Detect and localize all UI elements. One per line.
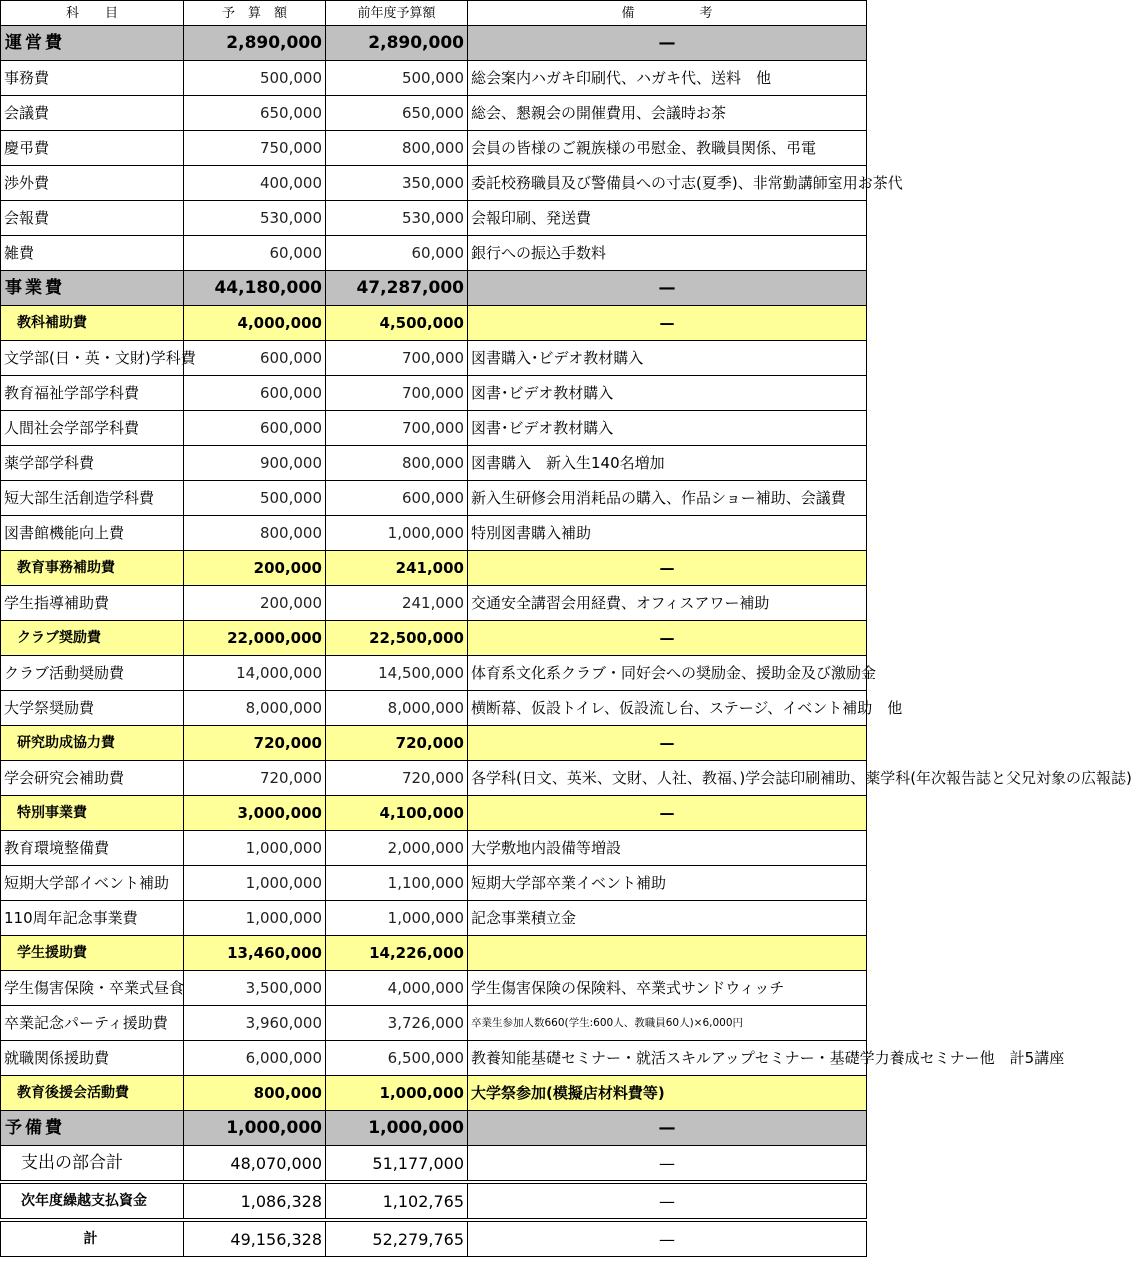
budget-cell: 200,000 [184, 551, 326, 586]
total-row [1, 1222, 867, 1257]
remarks-cell: 教養知能基礎セミナー・就活スキルアップセミナー・基礎学力養成セミナー他 計5講座 [468, 1041, 867, 1076]
budget-cell: 6,000,000 [184, 1041, 326, 1076]
remarks-cell: 委託校務職員及び警備員への寸志(夏季)、非常勤講師室用お茶代 [468, 166, 867, 201]
total-budget-cell: 1,086,328 [184, 1184, 326, 1219]
subcategory-row [1, 796, 867, 831]
budget-cell: 800,000 [184, 516, 326, 551]
remarks-cell [468, 936, 867, 971]
subject-cell: 110周年記念事業費 [1, 901, 184, 936]
remarks-cell: 学生傷害保険の保険料、卒業式サンドウィッチ [468, 971, 867, 1006]
remarks-cell: 総会案内ハガキ印刷代、ハガキ代、送料 他 [468, 61, 867, 96]
item-row [1, 971, 867, 1006]
subcategory-row [1, 1076, 867, 1111]
item-row [1, 1041, 867, 1076]
subject-cell: 事務費 [1, 61, 184, 96]
budget-cell: 600,000 [184, 411, 326, 446]
remarks-cell: 会員の皆様のご親族様の弔慰金、教職員関係、弔電 [468, 131, 867, 166]
item-row [1, 61, 867, 96]
subcategory-row [1, 621, 867, 656]
item-row [1, 516, 867, 551]
subject-cell: 短期大学部イベント補助 [1, 866, 184, 901]
budget-cell: 1,000,000 [184, 901, 326, 936]
prev-budget-cell: 22,500,000 [326, 621, 468, 656]
item-row [1, 201, 867, 236]
subject-cell: 学会研究会補助費 [1, 761, 184, 796]
total-prev-budget-cell: 51,177,000 [326, 1146, 468, 1181]
subject-cell: 予備費 [1, 1111, 184, 1146]
prev-budget-cell: 14,500,000 [326, 656, 468, 691]
remarks-cell: 短期大学部卒業イベント補助 [468, 866, 867, 901]
budget-cell: 720,000 [184, 761, 326, 796]
total-budget-cell: 49,156,328 [184, 1222, 326, 1257]
remarks-cell: — [468, 26, 867, 61]
remarks-cell: — [468, 621, 867, 656]
subject-cell: 文学部(日・英・文財)学科費 [1, 341, 184, 376]
prev-budget-cell: 500,000 [326, 61, 468, 96]
prev-budget-cell: 1,000,000 [326, 1076, 468, 1111]
subject-cell: 学生傷害保険・卒業式昼食 [1, 971, 184, 1006]
total-budget-cell: 48,070,000 [184, 1146, 326, 1181]
remarks-cell: 図書･ビデオ教材購入 [468, 411, 867, 446]
subcategory-row [1, 936, 867, 971]
header-remarks: 備 考 [468, 1, 867, 26]
total-prev-budget-cell: 52,279,765 [326, 1222, 468, 1257]
budget-cell: 2,890,000 [184, 26, 326, 61]
remarks-cell: 新入生研修会用消耗品の購入、作品ショー補助、会議費 [468, 481, 867, 516]
subject-cell: 短大部生活創造学科費 [1, 481, 184, 516]
item-row [1, 831, 867, 866]
budget-cell: 3,960,000 [184, 1006, 326, 1041]
item-row [1, 411, 867, 446]
subject-cell: 薬学部学科費 [1, 446, 184, 481]
subject-cell: 渉外費 [1, 166, 184, 201]
prev-budget-cell: 8,000,000 [326, 691, 468, 726]
remarks-cell: 図書購入･ビデオ教材購入 [468, 341, 867, 376]
remarks-cell: — [468, 306, 867, 341]
remarks-cell: 卒業生参加人数660(学生:600人、教職員60人)×6,000円 [468, 1006, 867, 1041]
budget-cell: 500,000 [184, 61, 326, 96]
item-row [1, 446, 867, 481]
subject-cell: 教科補助費 [1, 306, 184, 341]
subject-cell: 会報費 [1, 201, 184, 236]
prev-budget-cell: 1,000,000 [326, 516, 468, 551]
subject-cell: 教育事務補助費 [1, 551, 184, 586]
prev-budget-cell: 60,000 [326, 236, 468, 271]
prev-budget-cell: 720,000 [326, 726, 468, 761]
budget-cell: 13,460,000 [184, 936, 326, 971]
subcategory-row [1, 726, 867, 761]
header-row [1, 1, 867, 26]
item-row [1, 586, 867, 621]
budget-cell: 44,180,000 [184, 271, 326, 306]
prev-budget-cell: 800,000 [326, 446, 468, 481]
total-remarks-cell: — [468, 1146, 867, 1181]
subject-cell: クラブ活動奨励費 [1, 656, 184, 691]
total-remarks-cell: — [468, 1222, 867, 1257]
prev-budget-cell: 530,000 [326, 201, 468, 236]
remarks-cell: 大学祭参加(模擬店材料費等) [468, 1076, 867, 1111]
prev-budget-cell: 4,100,000 [326, 796, 468, 831]
prev-budget-cell: 700,000 [326, 341, 468, 376]
total-label-cell: 支出の部合計 [1, 1146, 184, 1181]
subject-cell: 学生指導補助費 [1, 586, 184, 621]
remarks-cell: 交通安全講習会用経費、オフィスアワー補助 [468, 586, 867, 621]
category-row [1, 26, 867, 61]
header-subject: 科 目 [1, 1, 184, 26]
category-row [1, 271, 867, 306]
total-prev-budget-cell: 1,102,765 [326, 1184, 468, 1219]
subject-cell: 教育環境整備費 [1, 831, 184, 866]
prev-budget-cell: 6,500,000 [326, 1041, 468, 1076]
item-row [1, 481, 867, 516]
remarks-cell: — [468, 551, 867, 586]
budget-cell: 14,000,000 [184, 656, 326, 691]
remarks-cell: 図書･ビデオ教材購入 [468, 376, 867, 411]
prev-budget-cell: 1,000,000 [326, 901, 468, 936]
budget-cell: 800,000 [184, 1076, 326, 1111]
prev-budget-cell: 700,000 [326, 411, 468, 446]
remarks-cell: — [468, 726, 867, 761]
prev-budget-cell: 241,000 [326, 586, 468, 621]
total-label-cell: 計 [1, 1222, 184, 1257]
category-row [1, 1111, 867, 1146]
subject-cell: 雑費 [1, 236, 184, 271]
prev-budget-cell: 14,226,000 [326, 936, 468, 971]
budget-cell: 1,000,000 [184, 831, 326, 866]
total-remarks-cell: — [468, 1184, 867, 1219]
prev-budget-cell: 800,000 [326, 131, 468, 166]
budget-cell: 500,000 [184, 481, 326, 516]
prev-budget-cell: 720,000 [326, 761, 468, 796]
budget-cell: 720,000 [184, 726, 326, 761]
budget-cell: 650,000 [184, 96, 326, 131]
remarks-cell: 大学敷地内設備等増設 [468, 831, 867, 866]
subject-cell: 大学祭奨励費 [1, 691, 184, 726]
prev-budget-cell: 47,287,000 [326, 271, 468, 306]
item-row [1, 96, 867, 131]
subject-cell: 研究助成協力費 [1, 726, 184, 761]
item-row [1, 761, 867, 796]
remarks-cell: 横断幕、仮設トイレ、仮設流し台、ステージ、イベント補助 他 [468, 691, 867, 726]
prev-budget-cell: 3,726,000 [326, 1006, 468, 1041]
remarks-cell: 体育系文化系クラブ・同好会への奨励金、援助金及び激励金 [468, 656, 867, 691]
total-row [1, 1146, 867, 1181]
budget-cell: 60,000 [184, 236, 326, 271]
budget-cell: 530,000 [184, 201, 326, 236]
remarks-cell: — [468, 1111, 867, 1146]
prev-budget-cell: 650,000 [326, 96, 468, 131]
remarks-cell: — [468, 796, 867, 831]
budget-cell: 8,000,000 [184, 691, 326, 726]
subject-cell: 就職関係援助費 [1, 1041, 184, 1076]
subject-cell: 教育福祉学部学科費 [1, 376, 184, 411]
header-budget: 予 算 額 [184, 1, 326, 26]
remarks-cell: 図書購入 新入生140名増加 [468, 446, 867, 481]
item-row [1, 376, 867, 411]
budget-cell: 3,500,000 [184, 971, 326, 1006]
budget-cell: 1,000,000 [184, 866, 326, 901]
budget-cell: 750,000 [184, 131, 326, 166]
remarks-cell: 記念事業積立金 [468, 901, 867, 936]
subject-cell: 特別事業費 [1, 796, 184, 831]
budget-cell: 600,000 [184, 341, 326, 376]
budget-cell: 1,000,000 [184, 1111, 326, 1146]
remarks-cell: 会報印刷、発送費 [468, 201, 867, 236]
subject-cell: 運営費 [1, 26, 184, 61]
item-row [1, 131, 867, 166]
total-label-cell: 次年度繰越支払資金 [1, 1184, 184, 1219]
budget-cell: 200,000 [184, 586, 326, 621]
subcategory-row [1, 306, 867, 341]
item-row [1, 341, 867, 376]
prev-budget-cell: 2,890,000 [326, 26, 468, 61]
item-row [1, 901, 867, 936]
remarks-cell: 銀行への振込手数料 [468, 236, 867, 271]
item-row [1, 656, 867, 691]
item-row [1, 691, 867, 726]
prev-budget-cell: 4,000,000 [326, 971, 468, 1006]
remarks-cell: 各学科(日文、英米、文財、人社、教福、)学会誌印刷補助、薬学科(年次報告誌と父兄対象の広報誌) [468, 761, 867, 796]
subject-cell: 人間社会学部学科費 [1, 411, 184, 446]
prev-budget-cell: 350,000 [326, 166, 468, 201]
prev-budget-cell: 1,000,000 [326, 1111, 468, 1146]
remarks-cell: 総会、懇親会の開催費用、会議時お茶 [468, 96, 867, 131]
prev-budget-cell: 241,000 [326, 551, 468, 586]
subject-cell: 図書館機能向上費 [1, 516, 184, 551]
item-row [1, 236, 867, 271]
subject-cell: クラブ奨励費 [1, 621, 184, 656]
prev-budget-cell: 700,000 [326, 376, 468, 411]
prev-budget-cell: 2,000,000 [326, 831, 468, 866]
budget-cell: 3,000,000 [184, 796, 326, 831]
subject-cell: 慶弔費 [1, 131, 184, 166]
prev-budget-cell: 4,500,000 [326, 306, 468, 341]
prev-budget-cell: 1,100,000 [326, 866, 468, 901]
budget-cell: 600,000 [184, 376, 326, 411]
subject-cell: 学生援助費 [1, 936, 184, 971]
subject-cell: 事業費 [1, 271, 184, 306]
budget-cell: 400,000 [184, 166, 326, 201]
remarks-cell: — [468, 271, 867, 306]
prev-budget-cell: 600,000 [326, 481, 468, 516]
subject-cell: 会議費 [1, 96, 184, 131]
item-row [1, 866, 867, 901]
remarks-cell: 特別図書購入補助 [468, 516, 867, 551]
budget-cell: 900,000 [184, 446, 326, 481]
subcategory-row [1, 551, 867, 586]
budget-table-body [1, 1, 1132, 1257]
item-row [1, 166, 867, 201]
total-row [1, 1184, 867, 1219]
budget-cell: 22,000,000 [184, 621, 326, 656]
subject-cell: 卒業記念パーティ援助費 [1, 1006, 184, 1041]
header-prev-budget: 前年度予算額 [326, 1, 468, 26]
subject-cell: 教育後援会活動費 [1, 1076, 184, 1111]
item-row [1, 1006, 867, 1041]
budget-cell: 4,000,000 [184, 306, 326, 341]
